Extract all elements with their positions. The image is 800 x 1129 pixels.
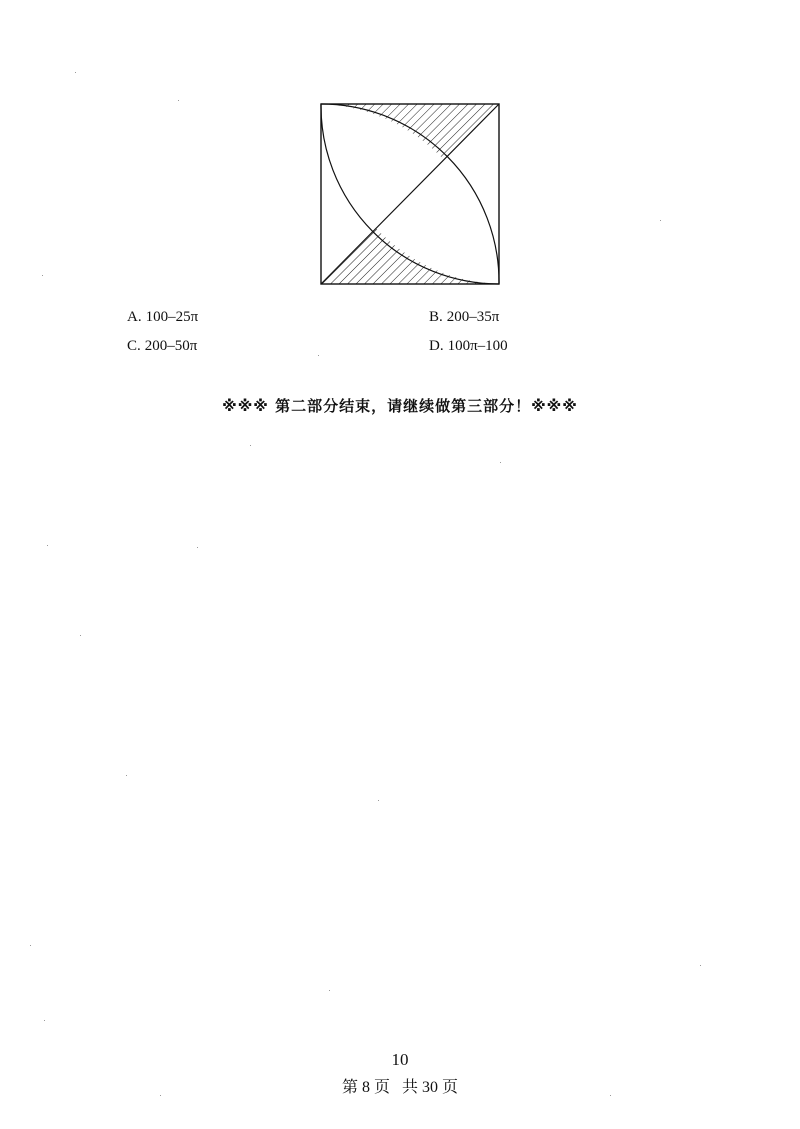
scan-speck [42, 275, 43, 276]
option-b-letter: B. [429, 309, 443, 325]
scan-speck [197, 547, 198, 548]
option-b-value: 200–35π [446, 309, 500, 325]
scan-speck [30, 945, 31, 946]
option-a-value: 100–25π [145, 309, 199, 325]
scan-speck [178, 100, 179, 101]
option-c [127, 337, 197, 355]
geometry-figure [318, 101, 502, 287]
scan-speck [75, 72, 76, 73]
scan-speck [610, 1095, 611, 1096]
scan-speck [80, 635, 81, 636]
section-end-note: ※※※ 第二部分结束，请继续做第三部分！※※※ [222, 397, 578, 415]
scan-speck [318, 355, 319, 356]
scan-speck [160, 1095, 161, 1096]
option-b [429, 308, 499, 326]
option-c-letter: C. [127, 338, 141, 354]
page-number: 10 [391, 1050, 409, 1069]
option-d [429, 337, 508, 355]
scan-speck [250, 445, 251, 446]
scan-speck [329, 990, 330, 991]
option-c-value: 200–50π [144, 338, 198, 354]
option-d-value: 100π–100 [447, 338, 508, 354]
option-a [127, 308, 198, 326]
scan-speck [660, 220, 661, 221]
option-a-letter: A. [127, 309, 142, 325]
scan-speck [47, 545, 48, 546]
scan-speck [126, 775, 127, 776]
scan-speck [378, 800, 379, 801]
scan-speck [700, 965, 701, 966]
scan-speck [44, 1020, 45, 1021]
scan-speck [500, 462, 501, 463]
option-d-letter: D. [429, 338, 444, 354]
page-footer: 第 8 页 共 30 页 [341, 1079, 458, 1096]
